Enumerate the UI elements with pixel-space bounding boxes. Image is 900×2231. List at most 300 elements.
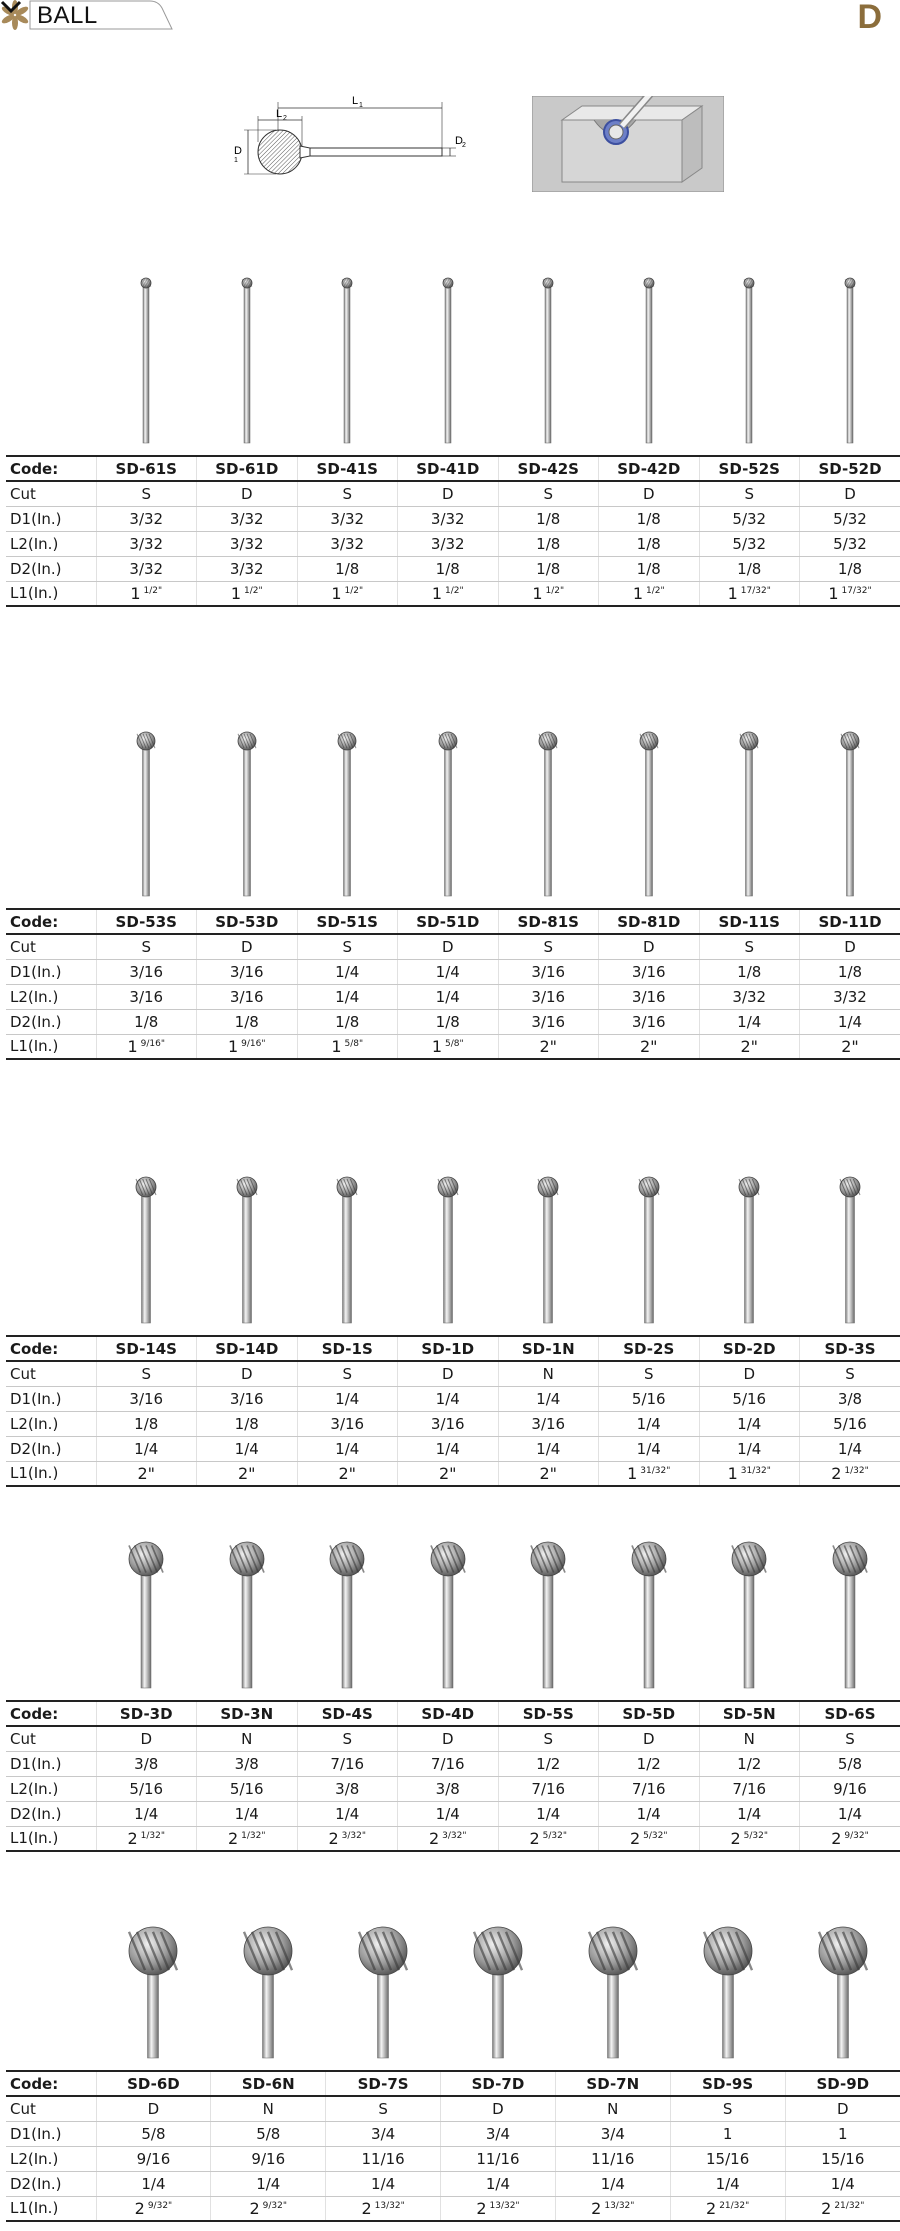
spec-cell-d2: 1/4	[699, 1801, 800, 1826]
spec-cell-d2: 3/16	[599, 1009, 700, 1034]
spec-cell-d1: 3/32	[96, 506, 197, 531]
spec-row-l1	[6, 581, 900, 606]
length-fraction: 13/32"	[489, 2200, 520, 2211]
spec-cell-code: SD-11S	[699, 909, 800, 934]
length-fraction: 21/32"	[719, 2200, 750, 2211]
spec-cell-code: SD-53S	[96, 909, 197, 934]
spec-cell-l1	[398, 1461, 499, 1486]
spec-cell-d1: 3/16	[197, 1386, 298, 1411]
spec-cell-d2: 1/8	[297, 1009, 398, 1034]
spec-cell-code: SD-3D	[96, 1701, 197, 1726]
burr-image	[578, 1915, 648, 2060]
spec-cell-cut: D	[398, 1726, 499, 1751]
spec-cell-code: SD-1N	[498, 1336, 599, 1361]
spec-cell-l2: 11/16	[326, 2146, 441, 2171]
spec-cell-l1	[197, 581, 298, 606]
spec-cell-d1: 5/16	[599, 1386, 700, 1411]
spec-cell-l1	[96, 1034, 197, 1059]
spec-cell-l1	[599, 581, 700, 606]
spec-cell-cut: D	[785, 2096, 900, 2121]
spec-cell-cut: S	[297, 1361, 398, 1386]
row-label: Cut	[6, 481, 96, 506]
spec-cell-d1: 3/16	[96, 1386, 197, 1411]
spec-cell-d1: 3/16	[197, 959, 298, 984]
length-fraction: 5/32"	[743, 1830, 769, 1841]
category-title: BALL	[37, 2, 98, 29]
spec-cell-l2: 7/16	[498, 1776, 599, 1801]
spec-cell-l2: 3/32	[197, 531, 298, 556]
spec-cell-cut: N	[555, 2096, 670, 2121]
spec-cell-d1: 3/16	[599, 959, 700, 984]
row-label: L2(In.)	[6, 2146, 96, 2171]
spec-cell-l1	[555, 2196, 670, 2221]
spec-cell-d2: 1/4	[599, 1436, 700, 1461]
spec-cell-l2: 1/8	[197, 1411, 298, 1436]
length-whole: 2	[428, 1828, 440, 1848]
spec-cell-l1	[800, 1034, 900, 1059]
length-whole: 1	[727, 583, 738, 603]
spec-cell-l1	[197, 1826, 298, 1851]
length-fraction: 1/2"	[646, 585, 665, 596]
spec-row-code	[6, 1701, 900, 1726]
spec-cell-d1: 3/4	[326, 2121, 441, 2146]
d2-sub: 2	[462, 142, 466, 149]
spec-cell-d1: 5/8	[211, 2121, 326, 2146]
spec-cell-code: SD-52S	[699, 456, 800, 481]
length-fraction: 13/32"	[374, 2200, 405, 2211]
burr-image	[714, 720, 784, 898]
spec-cell-code: SD-2S	[599, 1336, 700, 1361]
spec-cell-l2: 11/16	[441, 2146, 556, 2171]
burr-image	[111, 270, 181, 445]
spec-cell-cut: S	[599, 1361, 700, 1386]
spec-cell-d1: 5/8	[96, 2121, 211, 2146]
burr-image	[513, 1165, 583, 1325]
spec-cell-l2: 3/32	[297, 531, 398, 556]
spec-cell-d1: 1/8	[599, 506, 700, 531]
spec-cell-l1	[785, 2196, 900, 2221]
burr-image	[808, 1915, 878, 2060]
spec-row-code	[6, 2071, 900, 2096]
row-label: L2(In.)	[6, 1776, 96, 1801]
length-whole: 2	[476, 2198, 487, 2218]
length-whole: 2	[831, 1463, 842, 1483]
spec-cell-d2: 1/4	[211, 2171, 326, 2196]
row-label: D1(In.)	[6, 2121, 96, 2146]
spec-cell-l2: 3/16	[398, 1411, 499, 1436]
burr-image	[212, 720, 282, 898]
burr-image	[614, 1530, 684, 1690]
spec-cell-code: SD-81D	[599, 909, 700, 934]
row-label: L1(In.)	[6, 1826, 96, 1851]
spec-cell-cut: S	[498, 481, 599, 506]
spec-row-l2	[6, 2146, 900, 2171]
row-label: D1(In.)	[6, 1386, 96, 1411]
spec-cell-l1	[197, 1461, 298, 1486]
row-label: D1(In.)	[6, 1751, 96, 1776]
spec-cell-l2: 3/8	[398, 1776, 499, 1801]
spec-cell-d2: 1/4	[785, 2171, 900, 2196]
spec-cell-l1	[699, 1826, 800, 1851]
spec-cell-cut: D	[398, 934, 499, 959]
burr-image	[463, 1915, 533, 2060]
burr-image	[312, 1165, 382, 1325]
length-whole: 2	[730, 1828, 741, 1848]
spec-cell-d2: 1/8	[398, 556, 499, 581]
spec-cell-cut: D	[197, 1361, 298, 1386]
spec-cell-d2: 1/8	[800, 556, 900, 581]
length-fraction: 9/32"	[147, 2200, 173, 2211]
spec-cell-cut: S	[326, 2096, 441, 2121]
burr-image	[815, 1165, 885, 1325]
spec-cell-code: SD-41S	[297, 456, 398, 481]
row-label: Code:	[6, 456, 96, 481]
spec-cell-cut: D	[441, 2096, 556, 2121]
length-whole: 2	[361, 2198, 372, 2218]
spec-cell-l2: 9/16	[211, 2146, 326, 2171]
chevron-down-icon[interactable]	[0, 0, 22, 14]
spec-cell-d2: 1/4	[800, 1801, 900, 1826]
length-whole: 1	[632, 583, 644, 603]
row-label: Cut	[6, 934, 96, 959]
spec-cell-l2: 1/4	[398, 984, 499, 1009]
spec-cell-l1	[398, 1826, 499, 1851]
spec-cell-l1	[441, 2196, 556, 2221]
spec-row-code	[6, 909, 900, 934]
spec-cell-d1: 1/2	[699, 1751, 800, 1776]
burr-image	[714, 1165, 784, 1325]
length-fraction: 9/32"	[844, 1830, 869, 1841]
spec-cell-code: SD-53D	[197, 909, 298, 934]
spec-cell-d1: 3/8	[96, 1751, 197, 1776]
spec-row-d1	[6, 959, 900, 984]
spec-cell-code: SD-42S	[498, 456, 599, 481]
burr-image	[348, 1915, 418, 2060]
length-fraction: 9/16"	[241, 1038, 266, 1049]
spec-cell-code: SD-5D	[599, 1701, 700, 1726]
length-whole: 1	[431, 1036, 443, 1056]
spec-cell-l2: 1/8	[96, 1411, 197, 1436]
spec-cell-d1: 1/8	[498, 506, 599, 531]
spec-cell-l2: 5/32	[699, 531, 800, 556]
length-whole: 2	[591, 2198, 602, 2218]
length-fraction: 1/32"	[844, 1465, 869, 1476]
spec-cell-l1	[96, 581, 197, 606]
spec-cell-l1	[699, 1034, 800, 1059]
spec-cell-d2: 1/8	[498, 556, 599, 581]
spec-cell-d2: 1/4	[699, 1436, 800, 1461]
spec-cell-cut: S	[297, 481, 398, 506]
length-fraction: 9/32"	[262, 2200, 288, 2211]
spec-row-l2	[6, 531, 900, 556]
row-label: Code:	[6, 909, 96, 934]
row-label: Code:	[6, 1701, 96, 1726]
spec-row-l1	[6, 1826, 900, 1851]
spec-cell-d2: 1/4	[441, 2171, 556, 2196]
burr-image	[312, 1530, 382, 1690]
length-fraction: 3/32"	[442, 1830, 467, 1841]
row-label: D2(In.)	[6, 1009, 96, 1034]
burr-image	[111, 1165, 181, 1325]
spec-cell-l2: 1/4	[599, 1411, 700, 1436]
spec-cell-l1	[326, 2196, 441, 2221]
length-fraction: 17/32"	[841, 585, 872, 596]
burr-image	[233, 1915, 303, 2060]
spec-cell-cut: S	[96, 934, 197, 959]
dimension-diagram	[230, 90, 470, 200]
length-whole: 2"	[438, 1463, 457, 1483]
spec-cell-d1: 1	[785, 2121, 900, 2146]
spec-cell-l2: 3/8	[297, 1776, 398, 1801]
spec-cell-d1: 1/8	[800, 959, 900, 984]
spec-cell-code: SD-7N	[555, 2071, 670, 2096]
length-whole: 1	[227, 1036, 239, 1056]
spec-row-cut	[6, 2096, 900, 2121]
length-fraction: 1/2"	[143, 585, 163, 596]
row-label: D2(In.)	[6, 556, 96, 581]
burr-image	[118, 1915, 188, 2060]
spec-row-d1	[6, 1386, 900, 1411]
spec-cell-l1	[498, 1461, 599, 1486]
spec-cell-code: SD-6N	[211, 2071, 326, 2096]
spec-row-code	[6, 1336, 900, 1361]
burr-image	[111, 1530, 181, 1690]
spec-cell-d1: 1/8	[699, 959, 800, 984]
spec-cell-l2: 1/4	[297, 984, 398, 1009]
spec-cell-d2: 3/32	[96, 556, 197, 581]
l1-label: L	[352, 95, 359, 107]
burr-image	[513, 270, 583, 445]
spec-cell-d2: 1/8	[96, 1009, 197, 1034]
length-fraction: 17/32"	[740, 585, 771, 596]
length-whole: 2	[831, 1828, 842, 1848]
burr-image	[413, 270, 483, 445]
length-fraction: 5/32"	[643, 1830, 668, 1841]
spec-cell-code: SD-6S	[800, 1701, 900, 1726]
spec-cell-l2: 3/16	[197, 984, 298, 1009]
spec-cell-code: SD-61S	[96, 456, 197, 481]
spec-cell-cut: S	[498, 934, 599, 959]
length-whole: 1	[627, 1463, 638, 1483]
spec-cell-code: SD-14D	[197, 1336, 298, 1361]
burr-image	[513, 1530, 583, 1690]
spec-cell-code: SD-1D	[398, 1336, 499, 1361]
spec-cell-l1	[498, 581, 599, 606]
spec-cell-d2: 1/4	[297, 1801, 398, 1826]
spec-cell-code: SD-3S	[800, 1336, 900, 1361]
spec-cell-d2: 1/4	[96, 1801, 197, 1826]
spec-cell-l1	[670, 2196, 785, 2221]
row-label: L2(In.)	[6, 984, 96, 1009]
spec-row-l1	[6, 2196, 900, 2221]
spec-cell-cut: D	[96, 1726, 197, 1751]
tool-row	[0, 1530, 900, 1700]
category-tab[interactable]	[0, 0, 175, 30]
spec-cell-cut: N	[498, 1361, 599, 1386]
length-fraction: 5/32"	[542, 1830, 568, 1841]
spec-cell-l2: 3/16	[599, 984, 700, 1009]
length-fraction: 21/32"	[834, 2200, 865, 2211]
spec-cell-d1: 3/4	[441, 2121, 556, 2146]
spec-cell-d2: 1/4	[398, 1436, 499, 1461]
spec-cell-d2: 3/16	[498, 1009, 599, 1034]
spec-cell-d2: 1/4	[498, 1436, 599, 1461]
spec-cell-cut: S	[297, 934, 398, 959]
spec-cell-cut: N	[197, 1726, 298, 1751]
spec-cell-cut: D	[599, 481, 700, 506]
d1-sub: 1	[234, 157, 238, 164]
d2-label: D	[455, 135, 463, 147]
spec-cell-cut: D	[800, 934, 900, 959]
spec-cell-l1	[297, 1826, 398, 1851]
spec-cell-d1: 5/32	[699, 506, 800, 531]
length-whole: 2	[134, 2198, 145, 2218]
spec-cell-l1	[96, 2196, 211, 2221]
spec-cell-d2: 1/4	[326, 2171, 441, 2196]
length-whole: 1	[532, 583, 543, 603]
spec-cell-d2: 1/4	[599, 1801, 700, 1826]
spec-cell-l1	[398, 1034, 499, 1059]
length-fraction: 3/32"	[341, 1830, 367, 1841]
burr-image	[614, 720, 684, 898]
spec-cell-l1	[699, 1461, 800, 1486]
spec-table	[6, 2070, 900, 2222]
spec-cell-cut: D	[398, 481, 499, 506]
spec-cell-d2: 1/8	[197, 1009, 298, 1034]
row-label: L1(In.)	[6, 1461, 96, 1486]
spec-cell-d2: 1/8	[297, 556, 398, 581]
row-label: D1(In.)	[6, 506, 96, 531]
length-whole: 2"	[539, 1463, 558, 1483]
burr-image	[714, 270, 784, 445]
length-whole: 2"	[137, 1463, 156, 1483]
length-fraction: 1/2"	[344, 585, 364, 596]
burr-image	[815, 270, 885, 445]
burr-image	[413, 1165, 483, 1325]
spec-row-l1	[6, 1461, 900, 1486]
spec-cell-d1: 7/16	[398, 1751, 499, 1776]
spec-cell-d2: 1/4	[96, 1436, 197, 1461]
spec-row-l1	[6, 1034, 900, 1059]
spec-cell-d2: 1/8	[398, 1009, 499, 1034]
spec-cell-cut: S	[297, 1726, 398, 1751]
spec-cell-cut: S	[699, 481, 800, 506]
row-label: D2(In.)	[6, 1801, 96, 1826]
spec-cell-l2: 3/16	[498, 1411, 599, 1436]
spec-cell-code: SD-52D	[800, 456, 900, 481]
spec-cell-l2: 1/4	[699, 1411, 800, 1436]
burr-image	[212, 270, 282, 445]
spec-cell-code: SD-5N	[699, 1701, 800, 1726]
spec-row-l2	[6, 1411, 900, 1436]
spec-cell-d1: 5/8	[800, 1751, 900, 1776]
spec-cell-d1: 1/4	[398, 1386, 499, 1411]
spec-cell-cut: D	[800, 481, 900, 506]
spec-cell-l1	[599, 1034, 700, 1059]
spec-cell-l1	[197, 1034, 298, 1059]
spec-cell-l2: 5/16	[197, 1776, 298, 1801]
spec-cell-d2: 1/4	[670, 2171, 785, 2196]
series-letter: D	[857, 0, 882, 36]
spec-cell-cut: D	[197, 934, 298, 959]
spec-cell-code: SD-51S	[297, 909, 398, 934]
spec-cell-d2: 1/4	[197, 1801, 298, 1826]
spec-cell-d2: 1/8	[599, 556, 700, 581]
length-fraction: 1/2"	[545, 585, 565, 596]
spec-cell-d2: 1/4	[96, 2171, 211, 2196]
spec-cell-d1: 3/32	[398, 506, 499, 531]
spec-cell-l1	[96, 1461, 197, 1486]
spec-cell-cut: D	[96, 2096, 211, 2121]
row-label: Code:	[6, 2071, 96, 2096]
spec-cell-d1: 1/2	[498, 1751, 599, 1776]
tool-row	[0, 1165, 900, 1335]
length-whole: 2	[328, 1828, 339, 1848]
spec-cell-code: SD-9S	[670, 2071, 785, 2096]
length-whole: 1	[127, 1036, 138, 1056]
spec-cell-cut: S	[670, 2096, 785, 2121]
spec-cell-d2: 1/4	[297, 1436, 398, 1461]
spec-row-d2	[6, 1801, 900, 1826]
spec-cell-d1: 1/4	[297, 1386, 398, 1411]
spec-cell-d2: 1/4	[498, 1801, 599, 1826]
length-whole: 1	[331, 1036, 342, 1056]
spec-cell-l1	[398, 581, 499, 606]
spec-row-l2	[6, 984, 900, 1009]
spec-row-cut	[6, 934, 900, 959]
spec-row-cut	[6, 1361, 900, 1386]
length-fraction: 1/32"	[140, 1830, 166, 1841]
spec-cell-d1: 3/8	[800, 1386, 900, 1411]
spec-cell-l2: 3/32	[96, 531, 197, 556]
spec-row-d2	[6, 1009, 900, 1034]
spec-cell-cut: N	[211, 2096, 326, 2121]
spec-cell-cut: S	[96, 481, 197, 506]
length-whole: 1	[331, 583, 342, 603]
burr-image	[614, 1165, 684, 1325]
row-label: L1(In.)	[6, 581, 96, 606]
spec-cell-code: SD-61D	[197, 456, 298, 481]
spec-cell-code: SD-11D	[800, 909, 900, 934]
tool-row	[0, 270, 900, 455]
spec-cell-code: SD-81S	[498, 909, 599, 934]
spec-cell-cut: S	[699, 934, 800, 959]
spec-cell-cut: N	[699, 1726, 800, 1751]
length-whole: 2"	[237, 1463, 256, 1483]
spec-cell-d1: 5/16	[699, 1386, 800, 1411]
tool-row	[0, 720, 900, 908]
spec-cell-code: SD-2D	[699, 1336, 800, 1361]
length-whole: 2"	[841, 1036, 859, 1056]
spec-cell-cut: D	[699, 1361, 800, 1386]
burr-image	[312, 270, 382, 445]
row-label: D2(In.)	[6, 1436, 96, 1461]
length-fraction: 1/2"	[244, 585, 263, 596]
row-label: L1(In.)	[6, 1034, 96, 1059]
spec-cell-d1: 3/4	[555, 2121, 670, 2146]
length-whole: 1	[230, 583, 242, 603]
burr-image	[714, 1530, 784, 1690]
tool-row	[0, 1915, 900, 2070]
length-whole: 2"	[338, 1463, 357, 1483]
row-label: Cut	[6, 1361, 96, 1386]
spec-cell-l1	[699, 581, 800, 606]
length-whole: 1	[431, 583, 443, 603]
spec-cell-d2: 1/8	[699, 556, 800, 581]
length-whole: 2"	[639, 1036, 658, 1056]
spec-cell-d1: 3/32	[197, 506, 298, 531]
spec-cell-l2: 9/16	[96, 2146, 211, 2171]
